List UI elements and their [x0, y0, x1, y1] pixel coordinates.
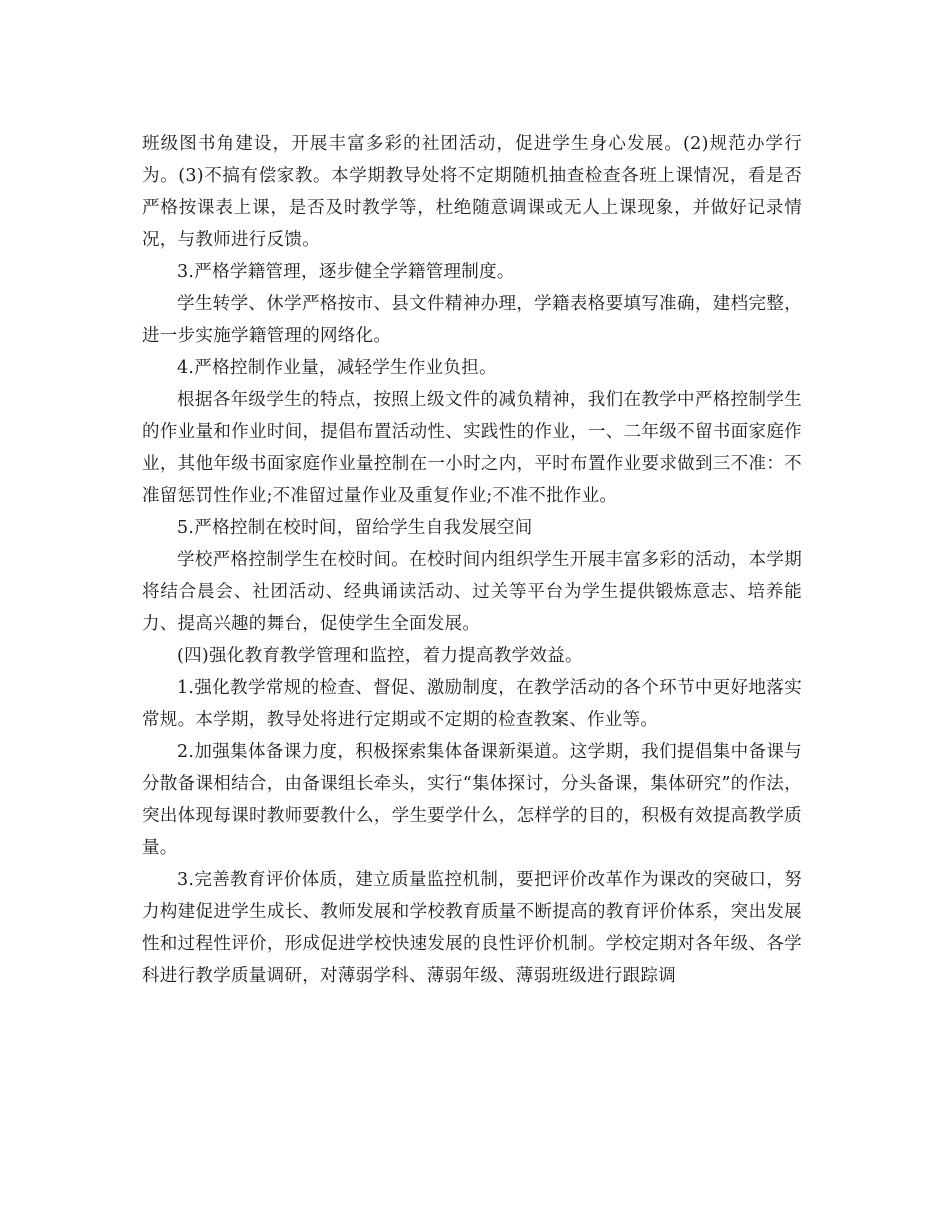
- paragraph-8: (四)强化教育教学管理和监控，着力提高教学效益。: [177, 646, 583, 666]
- paragraph-7: 学校严格控制学生在校时间。在校时间内组织学生开展丰富多彩的活动，本学期将结合晨会、社团活动、经典诵读活动、过关等平台为学生提供锻炼意志、培养能力、提高兴趣的舞台，促使学生全面发展。: [142, 550, 802, 634]
- paragraph-10: 2.加强集体备课力度，积极探索集体备课新渠道。这学期，我们提倡集中备课与分散备课相结合，由备课组长牵头，实行“集体探讨，分头备课，集体研究”的作法，突出体现每课时教师要教什么，学生要学什么，怎样学的目的，积极有效提高教学质量。: [142, 742, 802, 858]
- paragraph-6: 5.严格控制在校时间，留给学生自我发展空间: [177, 518, 533, 538]
- document-page: [142, 128, 802, 992]
- paragraph-4: 4.严格控制作业量，减轻学生作业负担。: [177, 358, 497, 378]
- paragraph-11: 3.完善教育评价体质，建立质量监控机制，要把评价改革作为课改的突破口，努力构建促进学生成长、教师发展和学校教育质量不断提高的教育评价体系，突出发展性和过程性评价，形成促进学校快速发展的良性评价机制。学校定期对各年级、各学科进行教学质量调研，对薄弱学科、薄弱年级、薄弱班级进行跟踪调: [142, 870, 802, 986]
- paragraph-9: 1.强化教学常规的检查、督促、激励制度，在教学活动的各个环节中更好地落实常规。本学期，教导处将进行定期或不定期的检查教案、作业等。: [142, 678, 802, 730]
- paragraph-1: 班级图书角建设，开展丰富多彩的社团活动，促进学生身心发展。(2)规范办学行为。(3)不搞有偿家教。本学期教导处将不定期随机抽查检查各班上课情况，看是否严格按课表上课，是否及时教学等，杜绝随意调课或无人上课现象，并做好记录情况，与教师进行反馈。: [142, 134, 802, 250]
- paragraph-2: 3.严格学籍管理，逐步健全学籍管理制度。: [177, 262, 515, 282]
- paragraph-5: 根据各年级学生的特点，按照上级文件的减负精神，我们在教学中严格控制学生的作业量和作业时间，提倡布置活动性、实践性的作业，一、二年级不留书面家庭作业，其他年级书面家庭作业量控制在一小时之内，平时布置作业要求做到三不准：不准留惩罚性作业;不准留过量作业及重复作业;不准不批作业。: [142, 390, 802, 506]
- paragraph-3: 学生转学、休学严格按市、县文件精神办理，学籍表格要填写准确，建档完整，进一步实施学籍管理的网络化。: [142, 294, 802, 346]
